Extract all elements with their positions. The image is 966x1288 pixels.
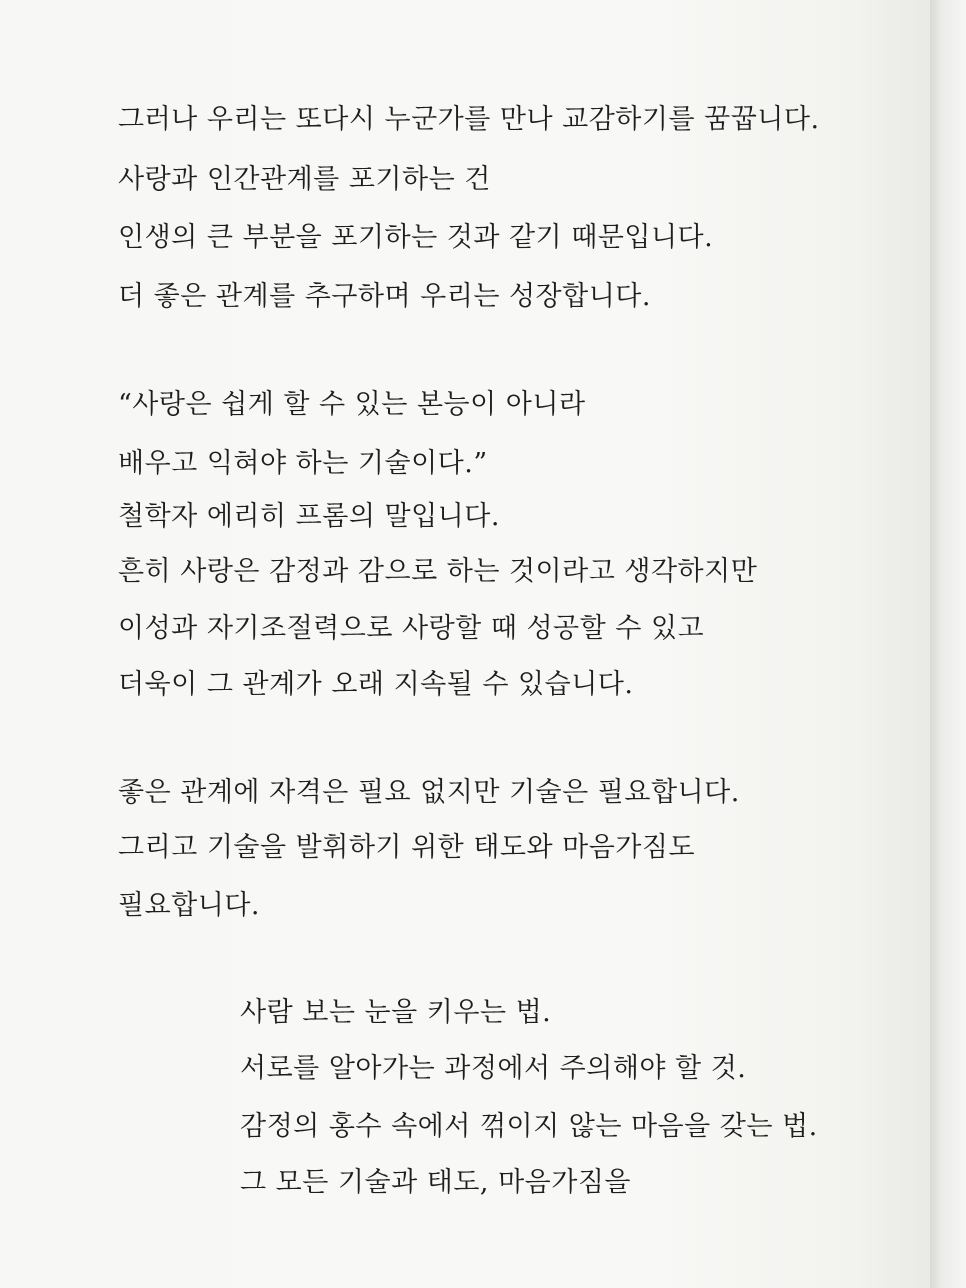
paragraph-4-line-3: 감정의 홍수 속에서 꺾이지 않는 마음을 갖는 법. [240,1111,818,1142]
paragraph-4-line-4: 그 모든 기술과 태도, 마음가짐을 [240,1167,631,1198]
paragraph-2-line-5: 이성과 자기조절력으로 사랑할 때 성공할 수 있고 [118,613,705,644]
paragraph-3-line-2: 그리고 기술을 발휘하기 위한 태도와 마음가짐도 [118,832,696,863]
paragraph-4-line-1: 사람 보는 눈을 키우는 법. [240,997,552,1028]
paragraph-2-line-4: 흔히 사랑은 감정과 감으로 하는 것이라고 생각하지만 [118,556,758,587]
paragraph-1-line-3: 인생의 큰 부분을 포기하는 것과 같기 때문입니다. [118,222,714,253]
paragraph-2-line-3: 철학자 에리히 프롬의 말입니다. [118,501,500,532]
page-gutter [930,0,966,1288]
paragraph-2-line-2: 배우고 익혀야 하는 기술이다.” [118,448,488,479]
paragraph-2-line-1: “사랑은 쉽게 할 수 있는 본능이 아니라 [118,389,586,420]
paragraph-2-line-6: 더욱이 그 관계가 오래 지속될 수 있습니다. [118,669,634,700]
paragraph-1-line-1: 그러나 우리는 또다시 누군가를 만나 교감하기를 꿈꿉니다. [118,104,820,135]
paragraph-1-line-4: 더 좋은 관계를 추구하며 우리는 성장합니다. [118,281,651,312]
paragraph-1-line-2: 사랑과 인간관계를 포기하는 건 [118,164,491,195]
paragraph-4-line-2: 서로를 알아가는 과정에서 주의해야 할 것. [240,1053,747,1084]
paragraph-3-line-1: 좋은 관계에 자격은 필요 없지만 기술은 필요합니다. [118,777,740,808]
paragraph-3-line-3: 필요합니다. [118,890,260,921]
